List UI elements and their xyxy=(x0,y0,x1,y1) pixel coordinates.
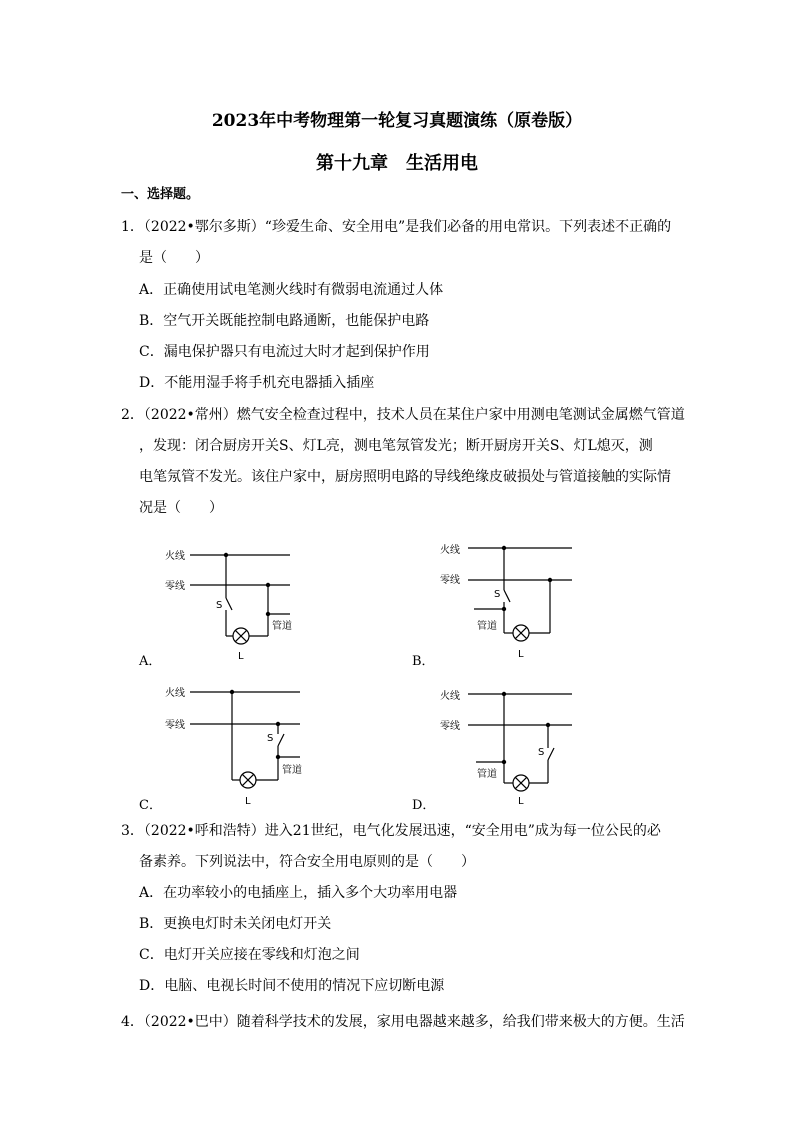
q2-circuit-d xyxy=(440,680,580,810)
switch-label: S xyxy=(267,733,274,744)
q2-circuit-c xyxy=(160,678,310,808)
pipe-label: 管道 xyxy=(272,621,292,632)
q3-option-a: A．在功率较小的电插座上，插入多个大功率用电器 xyxy=(139,885,458,901)
chapter-title: 第十九章 生活用电 xyxy=(316,153,478,174)
document-title: 2023年中考物理第一轮复习真题演练（原卷版） xyxy=(211,111,583,131)
q2-stem-line4: 况是（ ） xyxy=(139,500,223,516)
lamp-label: L xyxy=(518,649,524,660)
q2-circuit-a xyxy=(160,540,300,665)
switch-label: S xyxy=(216,600,223,611)
section-heading: 一、选择题。 xyxy=(121,187,200,202)
q2-stem-line3: 电笔氖管不发光。该住户家中，厨房照明电路的导线绝缘皮破损处与管道接触的实际情 xyxy=(139,469,671,485)
lamp-label: L xyxy=(238,651,244,662)
q1-option-a: A．正确使用试电笔测火线时有微弱电流通过人体 xyxy=(139,282,444,298)
zero-wire-label: 零线 xyxy=(440,721,460,732)
q3-stem-line2: 备素养。下列说法中，符合安全用电原则的是（ ） xyxy=(139,854,475,870)
q4-stem-line1: 4．（2022•巴中）随着科学技术的发展，家用电器越来越多，给我们带来极大的方便。生活 xyxy=(121,1014,685,1030)
zero-wire-label: 零线 xyxy=(165,720,185,731)
zero-wire-label: 零线 xyxy=(440,575,460,586)
zero-wire-label: 零线 xyxy=(165,581,185,592)
q2-circuit-b xyxy=(440,535,580,660)
fire-wire-label: 火线 xyxy=(165,551,185,562)
q1-stem-line2: 是（ ） xyxy=(139,250,209,266)
q2-stem-line1: 2．（2022•常州）燃气安全检查过程中，技术人员在某住户家中用测电笔测试金属燃气管道 xyxy=(121,407,685,423)
fire-wire-label: 火线 xyxy=(165,688,185,699)
q1-stem-line1: 1．（2022•鄂尔多斯）“珍爱生命、安全用电”是我们必备的用电常识。下列表述不正确的 xyxy=(121,219,672,235)
q1-option-c: C．漏电保护器只有电流过大时才起到保护作用 xyxy=(139,344,430,360)
pipe-label: 管道 xyxy=(282,765,302,776)
lamp-label: L xyxy=(518,796,524,807)
q3-stem-line1: 3．（2022•呼和浩特）进入21世纪，电气化发展迅速，“安全用电”成为每一位公民的必 xyxy=(121,823,661,839)
fire-wire-label: 火线 xyxy=(440,691,460,702)
pipe-label: 管道 xyxy=(477,621,497,632)
q3-option-b: B．更换电灯时未关闭电灯开关 xyxy=(139,916,332,932)
q2-option-c-label: C． xyxy=(139,798,162,813)
q1-option-d: D．不能用湿手将手机充电器插入插座 xyxy=(139,375,375,391)
q2-option-d-label: D． xyxy=(412,798,436,813)
q3-option-d: D．电脑、电视长时间不使用的情况下应切断电源 xyxy=(139,978,445,994)
q2-option-b-label: B． xyxy=(412,654,435,669)
lamp-label: L xyxy=(245,796,251,807)
q3-option-c: C．电灯开关应接在零线和灯泡之间 xyxy=(139,947,360,963)
q2-stem-line2: ，发现：闭合厨房开关S、灯L亮，测电笔氖管发光；断开厨房开关S、灯L熄灭，测 xyxy=(139,438,653,454)
switch-label: S xyxy=(494,589,501,600)
fire-wire-label: 火线 xyxy=(440,545,460,556)
q2-option-a-label: A． xyxy=(139,654,162,669)
pipe-label: 管道 xyxy=(477,769,497,780)
switch-label: S xyxy=(538,747,545,758)
q1-option-b: B．空气开关既能控制电路通断，也能保护电路 xyxy=(139,313,430,329)
